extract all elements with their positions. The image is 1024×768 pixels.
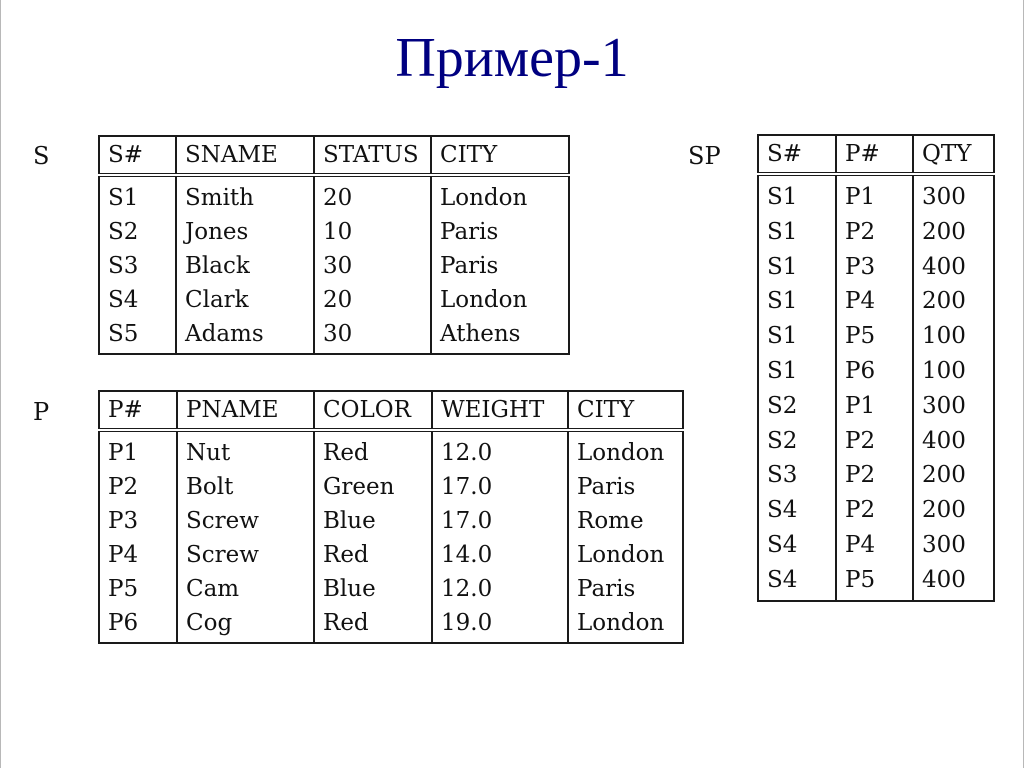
table-cell: S2 — [767, 392, 798, 419]
table-cell: 10 — [314, 215, 431, 249]
table-cell: P3 — [108, 508, 139, 534]
table-body — [99, 175, 569, 354]
table-cell: 200 — [913, 458, 994, 493]
table-cell: Screw — [177, 538, 314, 572]
table-row — [758, 424, 994, 459]
column-header: P# — [99, 391, 177, 430]
table-cell: Nut — [177, 430, 314, 470]
table-cell: 17.0 — [432, 470, 568, 504]
table-row — [99, 317, 569, 354]
table-cell: P5 — [836, 319, 913, 354]
table-cell: 300 — [913, 528, 994, 563]
table-cell: P2 — [836, 215, 913, 250]
table-cell: S2 — [767, 427, 798, 454]
table-row — [758, 528, 994, 563]
table-cell: S3 — [767, 462, 798, 489]
table-cell: 20 — [314, 283, 431, 317]
table-cell: Athens — [431, 317, 569, 354]
table-cell: 300 — [913, 389, 994, 424]
table-header — [758, 135, 994, 174]
table-cell: S2 — [108, 219, 139, 245]
table-cell: P5 — [108, 576, 139, 602]
column-header: QTY — [913, 135, 994, 174]
table-cell: 200 — [913, 284, 994, 319]
table-cell: Clark — [176, 283, 314, 317]
table-cell: S1 — [767, 184, 798, 210]
table-cell: 12.0 — [432, 572, 568, 606]
table-cell: London — [568, 538, 683, 572]
table-cell: 200 — [913, 215, 994, 250]
header-row — [758, 135, 994, 174]
table-cell: 17.0 — [432, 504, 568, 538]
table-cell: S4 — [108, 287, 139, 313]
column-header: S# — [99, 136, 176, 175]
table-cell: 14.0 — [432, 538, 568, 572]
table-cell: S1 — [108, 185, 139, 211]
table-row — [99, 504, 683, 538]
table-cell: S4 — [767, 497, 798, 524]
table-cell: 400 — [913, 250, 994, 285]
table-cell: Paris — [568, 572, 683, 606]
table-cell: S1 — [767, 323, 798, 350]
table-cell: P2 — [836, 458, 913, 493]
table-row — [99, 470, 683, 504]
table-row — [758, 215, 994, 250]
table-cell: P2 — [108, 474, 139, 500]
table-cell: London — [431, 175, 569, 215]
table-cell: Cog — [177, 606, 314, 643]
table-cell: Screw — [177, 504, 314, 538]
table-body — [758, 174, 994, 601]
table-cell: P6 — [836, 354, 913, 389]
header-row — [99, 391, 683, 430]
table-cell: Paris — [431, 249, 569, 283]
relation-label-sp: SP — [688, 142, 721, 170]
table-cell: P6 — [108, 610, 139, 636]
table-cell: P4 — [836, 284, 913, 319]
table-cell: Paris — [568, 470, 683, 504]
column-header: STATUS — [314, 136, 431, 175]
column-header: S# — [758, 135, 836, 174]
table-cell: S1 — [767, 288, 798, 315]
table-cell: P1 — [108, 440, 139, 466]
table-row — [758, 319, 994, 354]
table-cell: P4 — [836, 528, 913, 563]
table-row — [99, 538, 683, 572]
table-cell: Cam — [177, 572, 314, 606]
column-header: CITY — [568, 391, 683, 430]
column-header: SNAME — [176, 136, 314, 175]
table-header — [99, 136, 569, 175]
table-cell: 100 — [913, 319, 994, 354]
table-cell: S1 — [767, 218, 798, 245]
table-row — [99, 175, 569, 215]
table-row — [758, 174, 994, 215]
table-cell: Blue — [314, 572, 432, 606]
table-body — [99, 430, 683, 643]
table-cell: Smith — [176, 175, 314, 215]
table-cell: S4 — [767, 531, 798, 558]
table-cell: 12.0 — [432, 430, 568, 470]
relation-table-s — [98, 135, 570, 355]
table-cell: 19.0 — [432, 606, 568, 643]
table-cell: Black — [176, 249, 314, 283]
table-cell: 400 — [913, 563, 994, 601]
table-cell: Green — [314, 470, 432, 504]
table-row — [758, 284, 994, 319]
table-row — [758, 493, 994, 528]
table-row — [99, 249, 569, 283]
table-cell: Rome — [568, 504, 683, 538]
table-row — [99, 283, 569, 317]
table-cell: Adams — [176, 317, 314, 354]
table-cell: P2 — [836, 424, 913, 459]
table-cell: Red — [314, 606, 432, 643]
table-cell: 200 — [913, 493, 994, 528]
table-row — [758, 458, 994, 493]
table-row — [99, 430, 683, 470]
column-header: WEIGHT — [432, 391, 568, 430]
table-row — [758, 389, 994, 424]
header-row — [99, 136, 569, 175]
table-cell: S1 — [767, 357, 798, 384]
table-cell: 30 — [314, 249, 431, 283]
column-header: P# — [836, 135, 913, 174]
table-cell: P3 — [836, 250, 913, 285]
table-cell: London — [568, 430, 683, 470]
table-cell: Bolt — [177, 470, 314, 504]
slide-title: Пример-1 — [395, 27, 629, 89]
table-cell: S4 — [767, 566, 798, 593]
table-cell: S1 — [767, 253, 798, 280]
table-cell: London — [431, 283, 569, 317]
relation-label-p: P — [33, 398, 50, 426]
table-cell: S5 — [108, 321, 139, 347]
table-cell: P1 — [836, 389, 913, 424]
table-header — [99, 391, 683, 430]
table-cell: P5 — [836, 563, 913, 601]
table-cell: Red — [314, 538, 432, 572]
table-row — [99, 606, 683, 643]
table-cell: Red — [314, 430, 432, 470]
table-cell: 30 — [314, 317, 431, 354]
table-cell: 400 — [913, 424, 994, 459]
relation-table-p — [98, 390, 684, 644]
table-cell: P4 — [108, 542, 139, 568]
relation-table-sp — [757, 134, 995, 602]
table-cell: Blue — [314, 504, 432, 538]
table-cell: 100 — [913, 354, 994, 389]
relation-label-s: S — [33, 142, 50, 170]
table-row — [758, 250, 994, 285]
table-cell: 20 — [314, 175, 431, 215]
table-cell: P2 — [836, 493, 913, 528]
table-cell: P1 — [836, 174, 913, 215]
table-row — [758, 354, 994, 389]
table-cell: 300 — [913, 174, 994, 215]
table-cell: Jones — [176, 215, 314, 249]
table-cell: London — [568, 606, 683, 643]
column-header: COLOR — [314, 391, 432, 430]
column-header: CITY — [431, 136, 569, 175]
table-cell: S3 — [108, 253, 139, 279]
table-row — [99, 572, 683, 606]
table-row — [758, 563, 994, 601]
table-row — [99, 215, 569, 249]
column-header: PNAME — [177, 391, 314, 430]
table-cell: Paris — [431, 215, 569, 249]
